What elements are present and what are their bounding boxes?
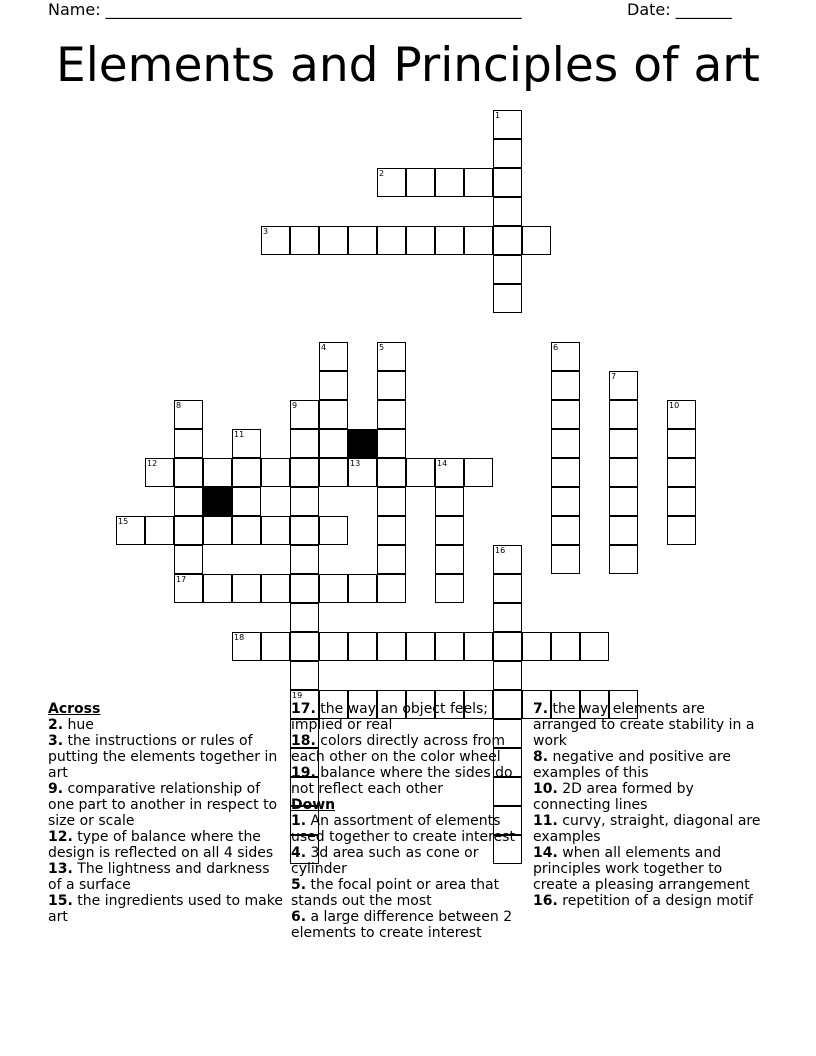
clue-item	[533, 845, 768, 893]
clue-item	[533, 781, 768, 813]
crossword-cell[interactable]	[377, 632, 406, 661]
clue-item	[291, 813, 521, 845]
clue-item	[291, 765, 521, 797]
crossword-cell[interactable]	[232, 574, 261, 603]
crossword-cell[interactable]	[319, 516, 348, 545]
clues-column-2	[291, 701, 521, 941]
clue-item-number: 5.	[291, 877, 307, 893]
name-field[interactable]: Name: ____________________________________________________	[48, 0, 522, 19]
crossword-cell[interactable]	[261, 226, 290, 255]
crossword-cell[interactable]	[290, 487, 319, 516]
clue-number: 7	[611, 372, 617, 381]
clue-item-number: 4.	[291, 845, 307, 861]
clue-item	[533, 893, 768, 909]
crossword-cell[interactable]	[290, 400, 319, 429]
crossword-cell[interactable]	[377, 342, 406, 371]
crossword-cell[interactable]	[377, 574, 406, 603]
crossword-cell[interactable]	[609, 458, 638, 487]
crossword-cell[interactable]	[493, 574, 522, 603]
crossword-cell[interactable]	[319, 458, 348, 487]
crossword-cell[interactable]	[609, 371, 638, 400]
clue-item-text: 3d area such as cone or cylinder	[291, 845, 479, 877]
crossword-cell[interactable]	[493, 139, 522, 168]
crossword-cell[interactable]	[667, 458, 696, 487]
clue-item	[48, 893, 283, 925]
crossword-cell[interactable]	[319, 574, 348, 603]
crossword-cell[interactable]	[290, 545, 319, 574]
crossword-cell[interactable]	[203, 574, 232, 603]
clue-item	[48, 861, 283, 893]
crossword-cell[interactable]	[551, 458, 580, 487]
clue-number: 11	[234, 430, 245, 439]
crossword-cell[interactable]	[174, 458, 203, 487]
clue-item-number: 10.	[533, 781, 558, 797]
crossword-cell[interactable]	[580, 632, 609, 661]
clues-column-3	[533, 701, 768, 909]
crossword-cell[interactable]	[493, 284, 522, 313]
clue-item-text: the way an object feels; implied or real	[291, 701, 489, 733]
clue-item-text: The lightness and darkness of a surface	[48, 861, 270, 893]
clue-item-text: the instructions or rules of putting the elements together in art	[48, 733, 278, 781]
crossword-cell[interactable]	[435, 458, 464, 487]
crossword-cell[interactable]	[174, 574, 203, 603]
crossword-cell[interactable]	[377, 371, 406, 400]
crossword-cell[interactable]	[377, 487, 406, 516]
crossword-cell[interactable]	[290, 516, 319, 545]
crossword-cell[interactable]	[348, 458, 377, 487]
crossword-cell[interactable]	[551, 516, 580, 545]
crossword-cell[interactable]	[377, 458, 406, 487]
clue-item	[533, 701, 768, 749]
crossword-cell[interactable]	[174, 400, 203, 429]
clue-item-number: 6.	[291, 909, 307, 925]
clue-number: 15	[118, 517, 129, 526]
crossword-cell[interactable]	[145, 516, 174, 545]
crossword-cell[interactable]	[551, 429, 580, 458]
clue-number: 9	[292, 401, 298, 410]
crossword-cell[interactable]	[261, 516, 290, 545]
crossword-cell[interactable]	[261, 458, 290, 487]
clue-item-number: 18.	[291, 733, 316, 749]
crossword-cell[interactable]	[174, 516, 203, 545]
crossword-cell[interactable]	[319, 400, 348, 429]
crossword-cell[interactable]	[609, 516, 638, 545]
clue-item-number: 1.	[291, 813, 307, 829]
crossword-cell[interactable]	[348, 632, 377, 661]
crossword-cell[interactable]	[232, 429, 261, 458]
clue-item-number: 9.	[48, 781, 64, 797]
clue-item-number: 11.	[533, 813, 558, 829]
crossword-cell[interactable]	[348, 226, 377, 255]
clue-number: 8	[176, 401, 182, 410]
page-title: Elements and Principles of art	[56, 38, 760, 93]
clue-item	[533, 749, 768, 781]
crossword-cell[interactable]	[319, 226, 348, 255]
crossword-cell[interactable]	[464, 226, 493, 255]
clue-item	[48, 781, 283, 829]
crossword-cell[interactable]	[203, 516, 232, 545]
crossword-cell[interactable]	[261, 632, 290, 661]
clue-number: 5	[379, 343, 385, 352]
crossword-cell[interactable]	[493, 168, 522, 197]
crossword-cell[interactable]	[116, 516, 145, 545]
crossword-cell[interactable]	[348, 574, 377, 603]
crossword-cell[interactable]	[493, 226, 522, 255]
crossword-cell[interactable]	[609, 400, 638, 429]
crossword-cell[interactable]	[493, 110, 522, 139]
crossword-black-cell	[203, 487, 232, 516]
down-heading: Down	[291, 797, 336, 813]
crossword-cell[interactable]	[522, 632, 551, 661]
crossword-cell[interactable]	[435, 632, 464, 661]
clue-number: 4	[321, 343, 327, 352]
crossword-cell[interactable]	[232, 487, 261, 516]
clue-item-number: 14.	[533, 845, 558, 861]
crossword-cell[interactable]	[493, 545, 522, 574]
clues-column-1	[48, 701, 283, 925]
crossword-cell[interactable]	[609, 545, 638, 574]
crossword-cell[interactable]	[377, 516, 406, 545]
crossword-cell[interactable]	[290, 429, 319, 458]
crossword-cell[interactable]	[522, 226, 551, 255]
crossword-cell[interactable]	[609, 429, 638, 458]
crossword-cell[interactable]	[493, 255, 522, 284]
crossword-cell[interactable]	[464, 168, 493, 197]
crossword-cell[interactable]	[406, 458, 435, 487]
crossword-cell[interactable]	[145, 458, 174, 487]
crossword-cell[interactable]	[232, 632, 261, 661]
clue-item-number: 12.	[48, 829, 73, 845]
clue-item-number: 7.	[533, 701, 549, 717]
clue-item-text: when all elements and principles work together to create a pleasing arrangement	[533, 845, 750, 893]
crossword-cell[interactable]	[609, 487, 638, 516]
clue-item-text: the ingredients used to make art	[48, 893, 283, 925]
crossword-cell[interactable]	[290, 632, 319, 661]
crossword-cell[interactable]	[377, 429, 406, 458]
crossword-cell[interactable]	[406, 168, 435, 197]
clue-item	[291, 909, 521, 941]
crossword-cell[interactable]	[377, 226, 406, 255]
crossword-cell[interactable]	[290, 603, 319, 632]
clue-number: 3	[263, 227, 269, 236]
crossword-cell[interactable]	[464, 458, 493, 487]
clue-item-text: curvy, straight, diagonal are examples	[533, 813, 761, 845]
clue-item-text: a large difference between 2 elements to create interest	[291, 909, 513, 941]
crossword-cell[interactable]	[551, 342, 580, 371]
clue-item-number: 15.	[48, 893, 73, 909]
across-heading: Across	[48, 701, 101, 717]
crossword-cell[interactable]	[290, 458, 319, 487]
crossword-cell[interactable]	[435, 574, 464, 603]
clue-number: 16	[495, 546, 506, 555]
clue-number: 13	[350, 459, 361, 468]
crossword-cell[interactable]	[232, 516, 261, 545]
clue-item-number: 17.	[291, 701, 316, 717]
clue-item-text: type of balance where the design is reflected on all 4 sides	[48, 829, 274, 861]
crossword-cell[interactable]	[406, 632, 435, 661]
clue-number: 18	[234, 633, 245, 642]
clue-item-text: hue	[63, 717, 94, 733]
clue-item-text: colors directly across from each other on the color wheel	[291, 733, 506, 765]
crossword-cell[interactable]	[174, 429, 203, 458]
clue-number: 17	[176, 575, 187, 584]
clue-item	[291, 845, 521, 877]
clue-item	[533, 813, 768, 845]
clue-item-text: balance where the sides do not reflect each other	[291, 765, 513, 797]
crossword-cell[interactable]	[406, 226, 435, 255]
crossword-cell[interactable]	[319, 429, 348, 458]
clue-item-number: 2.	[48, 717, 64, 733]
crossword-cell[interactable]	[319, 371, 348, 400]
clue-item-number: 19.	[291, 765, 316, 781]
crossword-cell[interactable]	[551, 545, 580, 574]
crossword-cell[interactable]	[493, 661, 522, 690]
crossword-cell[interactable]	[435, 545, 464, 574]
crossword-cell[interactable]	[551, 632, 580, 661]
crossword-cell[interactable]	[203, 458, 232, 487]
clue-number: 14	[437, 459, 448, 468]
crossword-cell[interactable]	[667, 487, 696, 516]
crossword-cell[interactable]	[377, 545, 406, 574]
crossword-cell[interactable]	[667, 400, 696, 429]
crossword-cell[interactable]	[261, 574, 290, 603]
crossword-cell[interactable]	[493, 603, 522, 632]
clue-item	[48, 733, 283, 781]
crossword-black-cell	[348, 429, 377, 458]
clue-item	[48, 717, 283, 733]
crossword-cell[interactable]	[667, 429, 696, 458]
clue-item-text: negative and positive are examples of this	[533, 749, 731, 781]
crossword-cell[interactable]	[667, 516, 696, 545]
clue-item-text: comparative relationship of one part to another in respect to size or scale	[48, 781, 278, 829]
clue-item-number: 13.	[48, 861, 73, 877]
clue-number: 1	[495, 111, 501, 120]
clue-item-number: 16.	[533, 893, 558, 909]
clue-number: 10	[669, 401, 680, 410]
date-field[interactable]: Date: _______	[627, 0, 732, 19]
clue-item	[291, 877, 521, 909]
crossword-cell[interactable]	[435, 168, 464, 197]
crossword-cell[interactable]	[464, 632, 493, 661]
crossword-cell[interactable]	[290, 574, 319, 603]
crossword-cell[interactable]	[435, 487, 464, 516]
clue-number: 6	[553, 343, 559, 352]
clue-item-text: the focal point or area that stands out the most	[291, 877, 500, 909]
clue-item	[48, 829, 283, 861]
crossword-cell[interactable]	[174, 487, 203, 516]
crossword-cell[interactable]	[232, 458, 261, 487]
clue-item-text: the way elements are arranged to create stability in a work	[533, 701, 755, 749]
clue-item-text: 2D area formed by connecting lines	[533, 781, 694, 813]
clue-item-text: repetition of a design motif	[557, 893, 753, 909]
clue-item	[291, 701, 521, 733]
clue-item-number: 8.	[533, 749, 549, 765]
crossword-cell[interactable]	[174, 545, 203, 574]
crossword-cell[interactable]	[377, 400, 406, 429]
crossword-cell[interactable]	[377, 168, 406, 197]
crossword-cell[interactable]	[551, 400, 580, 429]
clue-number: 2	[379, 169, 385, 178]
clue-item	[291, 733, 521, 765]
crossword-cell[interactable]	[290, 226, 319, 255]
clue-item-text: An assortment of elements used together to create interest	[291, 813, 515, 845]
crossword-cell[interactable]	[319, 632, 348, 661]
crossword-cell[interactable]	[493, 197, 522, 226]
clue-number: 19	[292, 691, 303, 700]
crossword-cell[interactable]	[290, 661, 319, 690]
clue-item-number: 3.	[48, 733, 64, 749]
crossword-cell[interactable]	[319, 342, 348, 371]
clue-number: 12	[147, 459, 158, 468]
crossword-cell[interactable]	[435, 226, 464, 255]
crossword-cell[interactable]	[551, 371, 580, 400]
crossword-cell[interactable]	[493, 632, 522, 661]
crossword-cell[interactable]	[435, 516, 464, 545]
crossword-cell[interactable]	[551, 487, 580, 516]
